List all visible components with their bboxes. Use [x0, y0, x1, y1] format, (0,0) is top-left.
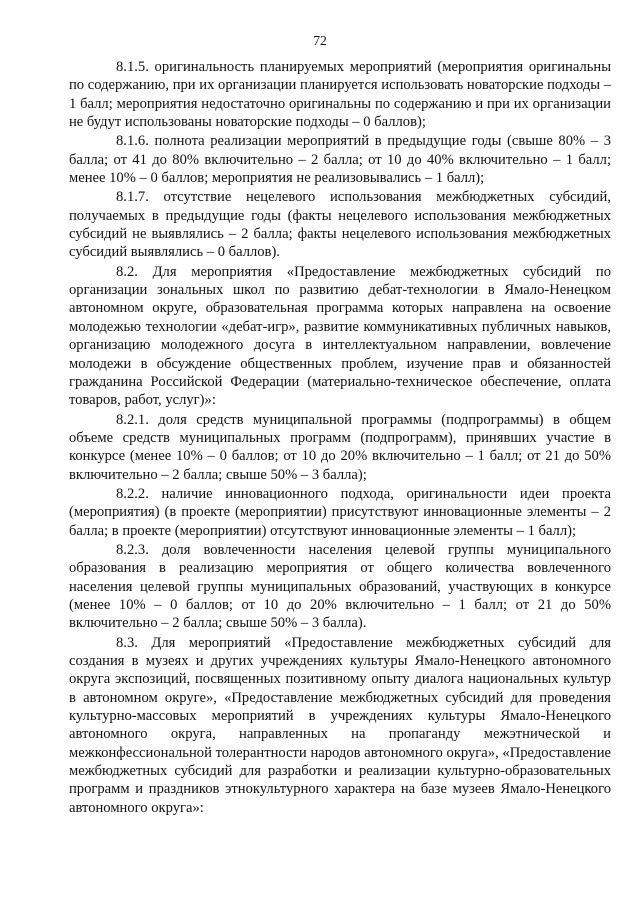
paragraph-8-2-1: 8.2.1. доля средств муниципальной программы (подпрограммы) в общем объеме средств муниципальных программ (подпрограмм), принявших участие в конкурсе (менее 10% – 0 баллов; от 10 до 20% включительно – 1 балл; от 21 до 50% включительно – 2 балла; свыше 50% – 3 балла); — [69, 411, 611, 483]
paragraph-8-2: 8.2. Для мероприятия «Предоставление межбюджетных субсидий по организации зональных школ по развитию дебат-технологии в Ямало-Ненецком автономном округе, образовательная программа которых направлена на освоение молодежью технологии «дебат-игр», развитие коммуникативных публичных навыков, организацию молодежного досуга в интеллектуальном направлении, вовлечение молодежи в обсуждение общественных проблем, изучение прав и обязанностей гражданина Российской Федерации (материально-техническое обеспечение, оплата товаров, работ, услуг)»: — [69, 263, 611, 409]
document-body — [69, 58, 611, 818]
paragraph-8-2-3: 8.2.3. доля вовлеченности населения целевой группы муниципального образования в реализацию мероприятия от общего количества вовлеченного населения целевой группы муниципальных образований, участвующих в конкурсе (менее 10% – 0 баллов; от 10 до 20% включительно – 1 балл; от 21 до 50% включительно – 2 балла; свыше 50% – 3 балла). — [69, 541, 611, 632]
paragraph-8-3: 8.3. Для мероприятий «Предоставление межбюджетных субсидий для создания в музеях и других учреждениях культуры Ямало-Ненецкого автономного округа экспозиций, посвященных позитивному опыту диалога национальных культур в автономном округе», «Предоставление межбюджетных субсидий для проведения культурно-массовых мероприятий в учреждениях культуры Ямало-Ненецкого автономного округа, направленных на пропаганду межэтнической и межконфессиональной толерантности народов автономного округа», «Предоставление межбюджетных субсидий для разработки и реализации культурно-образовательных программ и праздников этнокультурного характера на базе музеев Ямало-Ненецкого автономного округа»: — [69, 634, 611, 816]
page-number: 72 — [313, 33, 327, 48]
paragraph-8-2-2: 8.2.2. наличие инновационного подхода, оригинальности идеи проекта (мероприятия) (в проекте (мероприятии) присутствуют инновационные элементы – 2 балла; в проекте (мероприятии) отсутствуют инновационные элементы – 1 балл); — [69, 485, 611, 539]
paragraph-8-1-7: 8.1.7. отсутствие нецелевого использования межбюджетных субсидий, получаемых в предыдущие годы (факты нецелевого использования межбюджетных субсидий не выявлялись – 2 балла; факты нецелевого использования межбюджетных субсидий выявлялись – 0 баллов). — [69, 189, 611, 261]
paragraph-8-1-6: 8.1.6. полнота реализации мероприятий в предыдущие годы (свыше 80% – 3 балла; от 41 до 80% включительно – 2 балла; от 10 до 40% включительно – 1 балл; менее 10% – 0 баллов; мероприятия не реализовывались – 1 балл); — [69, 133, 611, 187]
paragraph-8-1-5: 8.1.5. оригинальность планируемых мероприятий (мероприятия оригинальны по содержанию, при их организации планируется использовать новаторские подходы – 1 балл; мероприятия недостаточно оригинальны по содержанию и при их организации не будут использованы новаторские подходы – 0 баллов); — [69, 59, 611, 131]
